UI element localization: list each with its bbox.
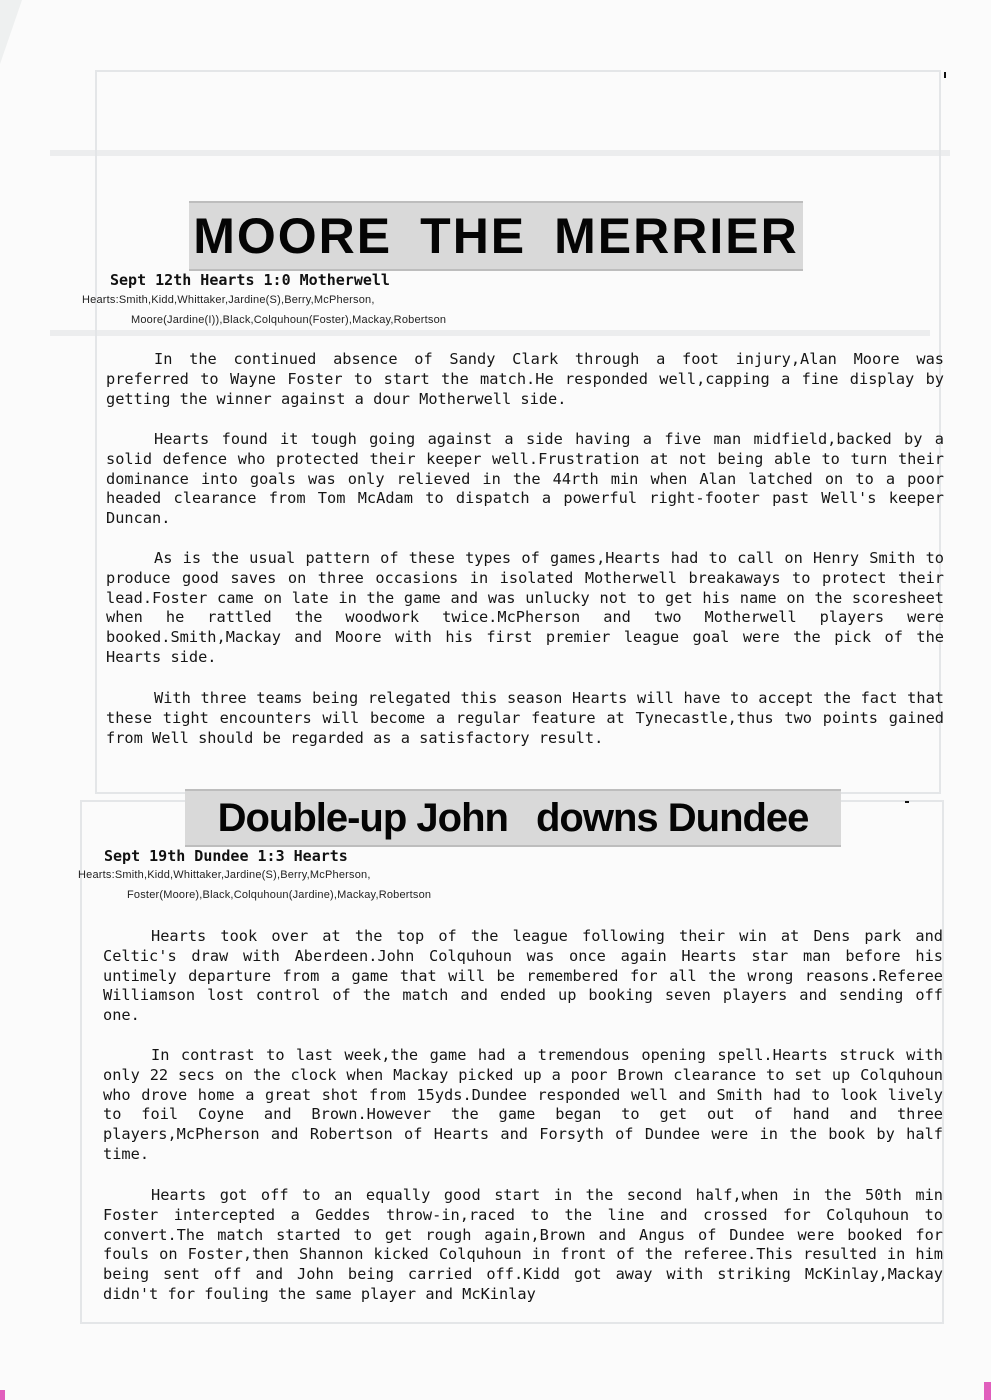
article-paragraph: Hearts found it tough going against a side having a five man midfield,backed by a solid defence who protected their keeper well.Frustration at not being able to turn their dominance into goals was only relieved in the 44rth min when Alan latched on to a poor headed clearance from Tom McAdam to dispatch a powerful right-footer past Well's keeper Duncan. bbox=[106, 430, 944, 528]
headline-part: downs Dundee bbox=[535, 795, 809, 840]
article-paragraph: As is the usual pattern of these types of games,Hearts had to call on Henry Smith to produce good saves on three occasions in isolated Motherwell breakaways to protect their lead.Foster came on late in the game and was unlucky not to get his name on the scoresheet when he rattled the woodwork twice.McPherson and two Motherwell players were booked.Smith,Mackay and Moore with his first premier league goal were the pick of the Hearts side. bbox=[106, 549, 944, 666]
team-lineup: Foster(Moore),Black,Colquhoun(Jardine),Mackay,Robertson bbox=[127, 889, 432, 901]
match-result: Sept 12th Hearts 1:0 Motherwell bbox=[110, 271, 390, 289]
article-paragraph: With three teams being relegated this season Hearts will have to accept the fact that these tight encounters will become a regular feature at Tynecastle,thus two points gained from Well should be regarded as a satisfactory result. bbox=[106, 689, 944, 747]
team-lineup: Hearts:Smith,Kidd,Whittaker,Jardine(S),Berry,McPherson, bbox=[78, 869, 371, 881]
article-paragraph: Hearts took over at the top of the league following their win at Dens park and Celtic's draw with Aberdeen.John Colquhoun was once again Hearts star man before his untimely departure from a game that will be remembered for all the wrong reasons.Referee Williamson lost control of the match and ended up booking seven players and sending off one. bbox=[103, 927, 943, 1025]
article-paragraph: Hearts got off to an equally good start in the second half,when in the 50th min Foster intercepted a Geddes throw-in,raced to the line and crossed for Colquhoun to convert.The match started to get rough again,Brown and Angus of Dundee were booked for fouls on Foster,then Shannon kicked Colquhoun in front of the referee.This resulted in him being sent off and John being carried off.Kidd got away with striking McKinlay,Mackay didn't for fouling the same player and McKinlay bbox=[103, 1186, 943, 1303]
edge-mark bbox=[0, 1390, 5, 1400]
team-lineup: Moore(Jardine(I)),Black,Colquhoun(Foster),Mackay,Robertson bbox=[131, 314, 447, 326]
headline-word: MOORE bbox=[193, 208, 393, 264]
torn-corner bbox=[0, 0, 22, 64]
article-paragraph: In contrast to last week,the game had a tremendous opening spell.Hearts struck with only 22 secs on the clock when Mackay picked up a poor Brown clearance to set up Colquhoun who drove home a great shot from 15yds.Dundee responded well and Smith had to look lively to foil Coyne and Brown.However the game began to get out of hand and three players,McPherson and Robertson of Hearts and Forsyth of Dundee were in the book by half time. bbox=[103, 1046, 943, 1163]
article-paragraph: In the continued absence of Sandy Clark through a foot injury,Alan Moore was preferred to Wayne Foster to start the match.He responded well,capping a fine display by getting the winner against a dour Motherwell side. bbox=[106, 350, 944, 408]
show-through-line bbox=[50, 330, 930, 336]
show-through-line bbox=[50, 150, 950, 156]
team-lineup: Hearts:Smith,Kidd,Whittaker,Jardine(S),Berry,McPherson, bbox=[82, 294, 375, 306]
headline-word: MERRIER bbox=[554, 208, 799, 264]
stray-mark bbox=[905, 801, 909, 803]
headline-word: THE bbox=[420, 208, 527, 264]
headline-double-up-john bbox=[185, 789, 841, 847]
headline-moore-the-merrier bbox=[189, 201, 803, 271]
match-result: Sept 19th Dundee 1:3 Hearts bbox=[104, 847, 348, 865]
edge-mark bbox=[984, 1382, 991, 1400]
stray-mark bbox=[944, 72, 946, 78]
headline-part: Double-up John bbox=[217, 795, 508, 840]
